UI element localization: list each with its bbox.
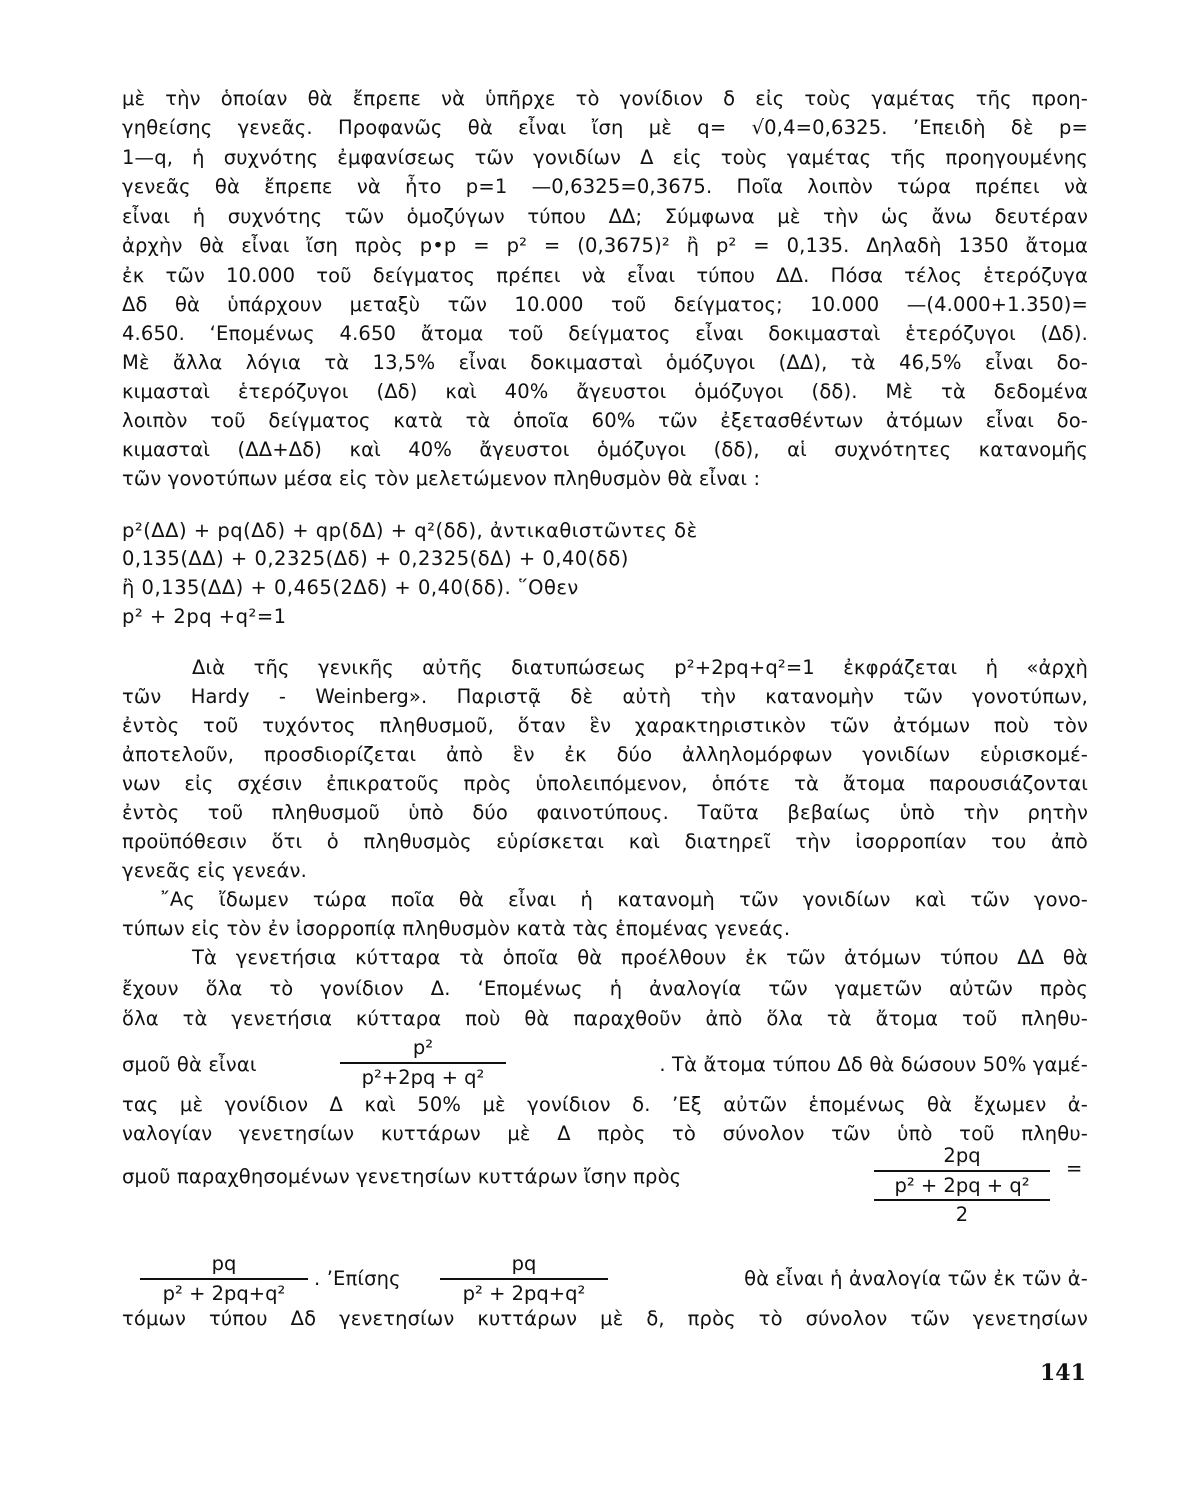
equation-line: p²(ΔΔ) + pq(Δδ) + qp(δΔ) + q²(δδ), ἀντικαθιστῶντες δὲ <box>122 519 698 542</box>
text-line: νων εἰς σχέσιν ἐπικρατοῦς πρὸς ὑπολειπόμενον, ὁπότε τὰ ἄτομα παρουσιάζονται <box>122 772 1088 795</box>
text-line: σμοῦ θὰ εἶναι <box>122 1053 257 1076</box>
equation-line: ἢ 0,135(ΔΔ) + 0,465(2Δδ) + 0,40(δδ). ῞Οθεν <box>122 576 579 599</box>
text-line: Δδ θὰ ὑπάρχουν μεταξὺ τῶν 10.000 τοῦ δείγματος; 10.000 —(4.000+1.350)= <box>122 293 1088 316</box>
text-line: τύπων εἰς τὸν ἐν ἰσορροπίᾳ πληθυσμὸν κατὰ τὰς ἑπομένας γενεάς. <box>122 917 791 940</box>
fraction-numerator: 2pq <box>943 1144 981 1167</box>
text-line: γηθείσης γενεᾶς. Προφανῶς θὰ εἶναι ἴση μὲ q= √0,4=0,6325. ’Επειδὴ δὲ p= <box>122 116 1088 139</box>
text-line: ἀρχὴν θὰ εἶναι ἴση πρὸς p•p = p² = (0,3675)² ἢ p² = 0,135. Δηλαδὴ 1350 ἄτομα <box>122 234 1088 257</box>
text-line: μὲ τὴν ὁποίαν θὰ ἔπρεπε νὰ ὑπῆρχε τὸ γονίδιον δ εἰς τοὺς γαμέτας τῆς προη- <box>122 87 1088 110</box>
equation-line: 0,135(ΔΔ) + 0,2325(Δδ) + 0,2325(δΔ) + 0,40(δδ) <box>122 547 629 570</box>
fraction-denominator: p² + 2pq+q² <box>162 1282 286 1305</box>
text-line: ῎Ας ἴδωμεν τώρα ποῖα θὰ εἶναι ἡ κατανομὴ τῶν γονιδίων καὶ τῶν γονο- <box>160 888 1088 911</box>
page-number: 141 <box>1040 1360 1086 1386</box>
fraction-denominator: p² + 2pq+q² <box>462 1282 586 1305</box>
equals-sign: = <box>1066 1157 1083 1180</box>
text-line: τῶν γονοτύπων μέσα εἰς τὸν μελετώμενον πληθυσμὸν θὰ εἶναι : <box>122 467 761 490</box>
text-line: . Τὰ ἄτομα τύπου Δδ θὰ δώσουν 50% γαμέ- <box>659 1053 1088 1076</box>
fraction-denominator: p²+2pq + q² <box>361 1066 485 1089</box>
text-line: γενεᾶς εἰς γενεάν. <box>122 859 307 882</box>
fraction-denominator: p² + 2pq + q² <box>894 1174 1030 1197</box>
text-line: 4.650. ‘Επομένως 4.650 ἄτομα τοῦ δείγματος εἶναι δοκιμασταὶ ἑτερόζυγοι (Δδ). <box>122 322 1088 345</box>
text-line: ἐντὸς τοῦ πληθυσμοῦ ὑπὸ δύο φαινοτύπους. Ταῦτα βεβαίως ὑπὸ τὴν ρητὴν <box>122 801 1088 824</box>
fraction-numerator: pq <box>211 1252 237 1275</box>
fraction-p2 <box>340 1036 506 1090</box>
text-line: ἐντὸς τοῦ τυχόντος πληθυσμοῦ, ὅταν ἓν χαρακτηριστικὸν τῶν ἀτόμων ποὺ τὸν <box>122 714 1088 737</box>
text-line: 1—q, ἡ συχνότης ἐμφανίσεως τῶν γονιδίων Δ εἰς τοὺς γαμέτας τῆς προηγουμένης <box>122 146 1088 169</box>
text-line: Μὲ ἄλλα λόγια τὰ 13,5% εἶναι δοκιμασταὶ ὁμόζυγοι (ΔΔ), τὰ 46,5% εἶναι δο- <box>122 351 1088 374</box>
text-line: τόμων τύπου Δδ γενετησίων κυττάρων μὲ δ, πρὸς τὸ σύνολον τῶν γενετησίων <box>122 1307 1088 1330</box>
text-line: γενεᾶς θὰ ἔπρεπε νὰ ἦτο p=1 —0,6325=0,3675. Ποῖα λοιπὸν τώρα πρέπει νὰ <box>122 175 1088 198</box>
text-line: ἔχουν ὅλα τὸ γονίδιον Δ. ‘Επομένως ἡ ἀναλογία τῶν γαμετῶν αὐτῶν πρὸς <box>122 977 1088 1000</box>
text-line: λοιπὸν τοῦ δείγματος κατὰ τὰ ὁποῖα 60% τῶν ἐξετασθέντων ἀτόμων εἶναι δο- <box>122 409 1088 432</box>
text-line: τῶν Hardy - Weinberg». Παριστᾷ δὲ αὐτὴ τὴν κατανομὴν τῶν γονοτύπων, <box>122 685 1088 708</box>
text-line: ναλογίαν γενετησίων κυττάρων μὲ Δ πρὸς τὸ σύνολον τῶν ὑπὸ τοῦ πληθυ- <box>122 1122 1088 1145</box>
fraction-numerator: pq <box>511 1252 537 1275</box>
text-line: ἐκ τῶν 10.000 τοῦ δείγματος πρέπει νὰ εἶναι τύπου ΔΔ. Πόσα τέλος ἑτερόζυγα <box>122 264 1088 287</box>
text-line: τας μὲ γονίδιον Δ καὶ 50% μὲ γονίδιον δ. ’Εξ αὐτῶν ἑπομένως θὰ ἔχωμεν ἀ- <box>122 1093 1088 1116</box>
fraction-2pq <box>874 1144 1050 1198</box>
text-line: ὅλα τὰ γενετήσια κύτταρα ποὺ θὰ παραχθοῦν ἀπὸ ὅλα τὰ ἄτομα τοῦ πληθυ- <box>122 1007 1088 1030</box>
fraction-numerator: p² <box>412 1036 434 1059</box>
fraction-denominator: 2 <box>955 1203 969 1226</box>
text-line: Διὰ τῆς γενικῆς αὐτῆς διατυπώσεως p²+2pq+q²=1 ἐκφράζεται ἡ «ἀρχὴ <box>192 656 1088 679</box>
text-line: κιμασταὶ ἑτερόζυγοι (Δδ) καὶ 40% ἄγευστοι ὁμόζυγοι (δδ). Μὲ τὰ δεδομένα <box>122 380 1088 403</box>
fraction-pq <box>440 1252 608 1306</box>
text-line: Τὰ γενετήσια κύτταρα τὰ ὁποῖα θὰ προέλθουν ἐκ τῶν ἀτόμων τύπου ΔΔ θὰ <box>192 946 1088 969</box>
text-line: θὰ εἶναι ἡ ἀναλογία τῶν ἐκ τῶν ἀ- <box>744 1267 1088 1290</box>
text-line: σμοῦ παραχθησομένων γενετησίων κυττάρων ἴσην πρὸς <box>122 1165 682 1188</box>
text-line: κιμασταὶ (ΔΔ+Δδ) καὶ 40% ἄγευστοι ὁμόζυγοι (δδ), αἱ συχνότητες κατανομῆς <box>122 438 1088 461</box>
text-line: εἶναι ἡ συχνότης τῶν ὁμοζύγων τύπου ΔΔ; Σύμφωνα μὲ τὴν ὡς ἄνω δευτέραν <box>122 205 1088 228</box>
equation-line: p² + 2pq +q²=1 <box>122 605 287 628</box>
fraction-pq <box>140 1252 308 1306</box>
text-line: προϋπόθεσιν ὅτι ὁ πληθυσμὸς εὑρίσκεται καὶ διατηρεῖ τὴν ἰσορροπίαν του ἀπὸ <box>122 830 1088 853</box>
fraction-outer-denominator <box>874 1199 1050 1227</box>
text-line: . ’Επίσης <box>314 1267 401 1290</box>
text-line: ἀποτελοῦν, προσδιορίζεται ἀπὸ ἓν ἐκ δύο ἀλληλομόρφων γονιδίων εὑρισκομέ- <box>122 743 1088 766</box>
